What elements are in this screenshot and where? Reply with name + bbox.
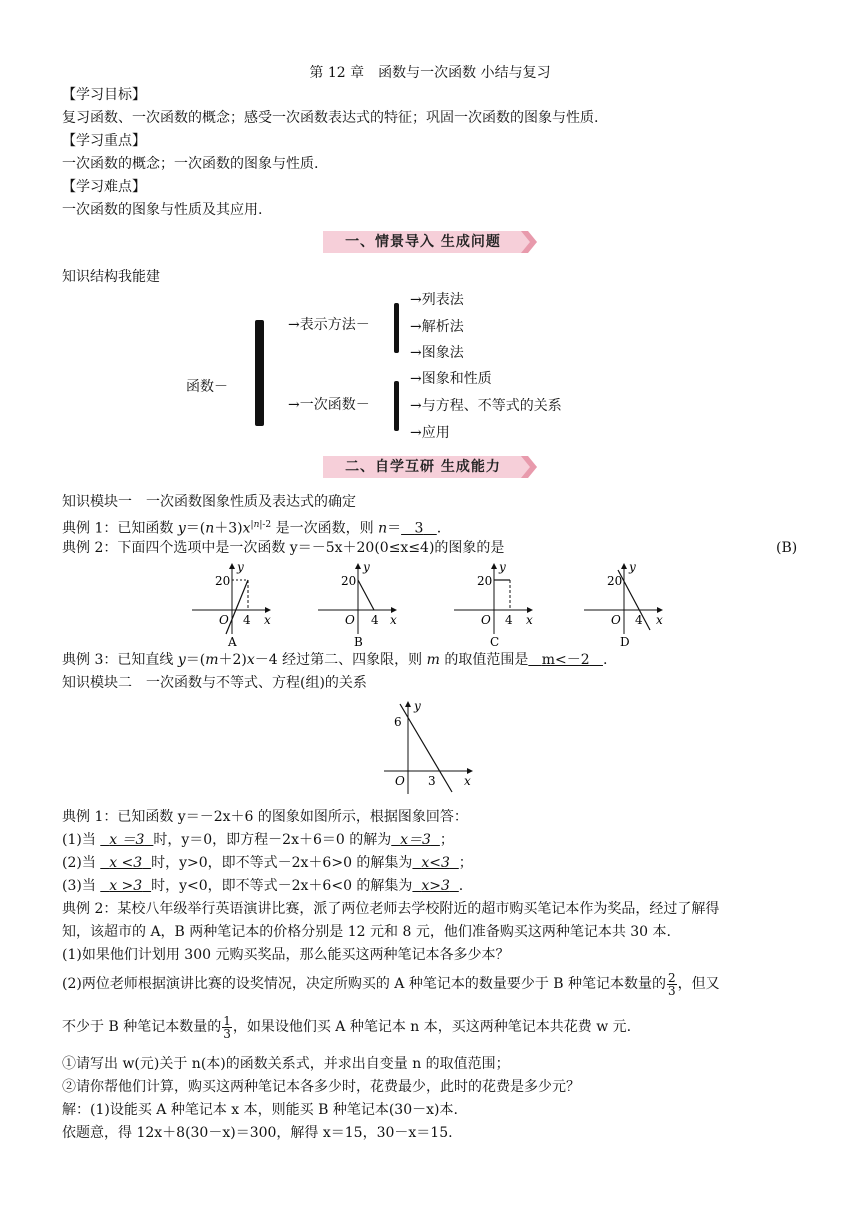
example-1-formula: y [177,520,186,537]
tree-item-application: →应用 [410,425,450,441]
module-2-title: 知识模块二 一次函数与不等式、方程(组)的关系 [62,675,367,691]
graph-d-tick-4: 4 [635,613,643,627]
graph2-x-label: x [464,774,471,788]
q2-answer-1: x <3 [109,855,143,871]
banner-1-text: 一、情景导入 生成问题 [345,234,501,250]
knowledge-structure-title: 知识结构我能建 [62,269,160,285]
graph-c-x-label: x [526,613,533,627]
m2-example-1-q2: (2)当 x <3 时，y>0，即不等式－2x＋6>0 的解集为 x<3 ； [62,855,473,871]
fraction-two-thirds: $\frac{2}{3}$ [668,970,676,998]
graph2-origin: O [395,774,405,788]
q3-answer-2: x>3 [421,878,450,894]
example-3-prefix: 典例 3：已知直线 [62,652,178,668]
m2-example-2-line-5: 不少于 B 种笔记本数量的 $\frac{1}{3}$ ，如果设他们买 A 种笔记本 n 本，买这两种笔记本共花费 w 元. [62,1013,632,1041]
example-3-mid2: 的取值范围是 [439,652,529,668]
graph-option-a [192,560,271,649]
difficulty-text: 一次函数的图象与性质及其应用. [62,202,263,218]
solution-line-2: 依题意，得 12x＋8(30－x)＝300，解得 x＝15，30－x＝15. [62,1125,453,1141]
graph-option-b [318,560,397,649]
tree-item-analytic: →解析法 [410,319,464,335]
example-2-question: 典例 2：下面四个选项中是一次函数 y＝－5x＋20(0≤x≤4)的图象的是 [62,540,505,556]
key-label: 【学习重点】 [62,133,146,149]
graph-b-tick-20: 20 [341,574,357,588]
q2-answer-2: x<3 [421,855,450,871]
graph-d-x-label: x [656,613,663,627]
tree-branch2-bracket [394,381,399,431]
graph-a-tick-20: 20 [215,574,231,588]
example-3-mid: 经过第二、四象限，则 [277,652,427,668]
q1-answer-2: x＝3 [400,832,431,848]
goal-text: 复习函数、一次函数的概念；感受一次函数表达式的特征；巩固一次函数的图象与性质. [62,110,599,126]
graph-linear-function [380,698,480,798]
m2-example-1-q1: (1)当 x ＝3 时，y＝0，即方程－2x＋6＝0 的解为 x＝3 ； [62,832,454,848]
tree-root-bracket [255,320,264,426]
graph-option-d [584,560,663,649]
example-2-answer: (B) [776,540,798,556]
m2-example-2-line-4: (2)两位老师根据演讲比赛的设奖情况，决定所购买的 A 种笔记本的数量要少于 B 种笔记本数量的 $\frac{2}{3}$ ，但又 [62,970,720,998]
solution-line-1: 解：(1)设能买 A 种笔记本 x 本，则能买 B 种笔记本(30－x)本. [62,1102,458,1118]
graph-b-tick-4: 4 [371,613,379,627]
graph-a-x-label: x [264,613,271,627]
m2-example-2-line-2: 知，该超市的 A，B 两种笔记本的价格分别是 12 元和 8 元，他们准备购买这两种笔记本共 30 本. [62,924,671,940]
m2-example-2-line-6: ①请写出 w(元)关于 n(本)的函数关系式，并求出自变量 n 的取值范围； [62,1056,510,1072]
example-3-answer: m<－2 [541,652,590,668]
graph-d-caption: D [620,635,630,649]
tree-root: 函数－ [186,379,228,395]
graph-d-y-label: y [629,560,636,574]
graph-c-origin: O [481,613,491,627]
graph-d-tick-20: 20 [607,574,623,588]
graph2-tick-3: 3 [428,774,436,788]
graph-a-origin: O [219,613,229,627]
m2-example-1-q3: (3)当 x >3 时，y<0，即不等式－2x＋6<0 的解集为 x>3 . [62,878,464,894]
m2-example-2-line-3: (1)如果他们计划用 300 元购买奖品，那么能买这两种笔记本各多少本？ [62,947,510,963]
section-banner-1 [323,231,537,253]
tree-branch1-bracket [394,303,399,353]
section-banner-2 [323,456,537,478]
example-1: 典例 1：已知函数 $y=(n+3)x^{|n|-2}$ 是一次函数，则 n＝ 3 . [62,520,442,537]
graph-b-x-label: x [390,613,397,627]
tree-item-equation-relation: →与方程、不等式的关系 [410,398,562,414]
graph-b-origin: O [345,613,355,627]
tree-branch-representation: →表示方法－ [288,317,370,333]
graph-c-tick-4: 4 [505,613,513,627]
graph-c-y-label: y [499,560,506,574]
goal-label: 【学习目标】 [62,87,146,103]
example-1-mid: 是一次函数，则 [271,520,379,537]
example-3: 典例 3：已知直线 y＝(m＋2)x－4 经过第二、四象限，则 m 的取值范围是 m<－2 . [62,652,608,668]
fraction-one-third: $\frac{1}{3}$ [223,1013,231,1041]
graph-b-y-label: y [363,560,370,574]
example-1-prefix: 典例 1：已知函数 [62,520,178,537]
graph-c-caption: C [490,635,500,649]
graph2-tick-6: 6 [394,715,402,729]
m2-example-2-line-1: 典例 2：某校八年级举行英语演讲比赛，派了两位老师去学校附近的超市购买笔记本作为奖品，经过了解得 [62,901,720,917]
graph-a-tick-4: 4 [243,613,251,627]
graph-d-origin: O [611,613,621,627]
key-text: 一次函数的概念；一次函数的图象与性质. [62,156,319,172]
example-1-answer: 3 [414,520,424,537]
graph-a-y-label: y [237,560,244,574]
graph-a-caption: A [228,635,237,649]
graph2-y-label: y [414,699,421,713]
difficulty-label: 【学习难点】 [62,179,146,195]
tree-branch-linear-function: →一次函数－ [288,397,370,413]
tree-item-graph: →图象法 [410,345,464,361]
m2-example-1-question: 典例 1：已知函数 y＝－2x＋6 的图象如图所示，根据图象回答： [62,809,468,825]
module-1-title: 知识模块一 一次函数图象性质及表达式的确定 [62,494,356,510]
q1-answer-1: x ＝3 [109,832,145,848]
tree-item-graph-properties: →图象和性质 [410,371,492,387]
page-title: 第 12 章 函数与一次函数 小结与复习 [309,65,551,81]
banner-2-text: 二、自学互研 生成能力 [345,459,501,475]
tree-item-table: →列表法 [410,292,464,308]
graph-options [190,560,800,650]
m2-example-2-line-7: ②请你帮他们计算，购买这两种笔记本各多少时，花费最少，此时的花费是多少元？ [62,1079,580,1095]
graph-option-c [454,560,533,649]
q3-answer-1: x >3 [109,878,143,894]
graph-b-caption: B [354,635,363,649]
graph-c-tick-20: 20 [477,574,493,588]
